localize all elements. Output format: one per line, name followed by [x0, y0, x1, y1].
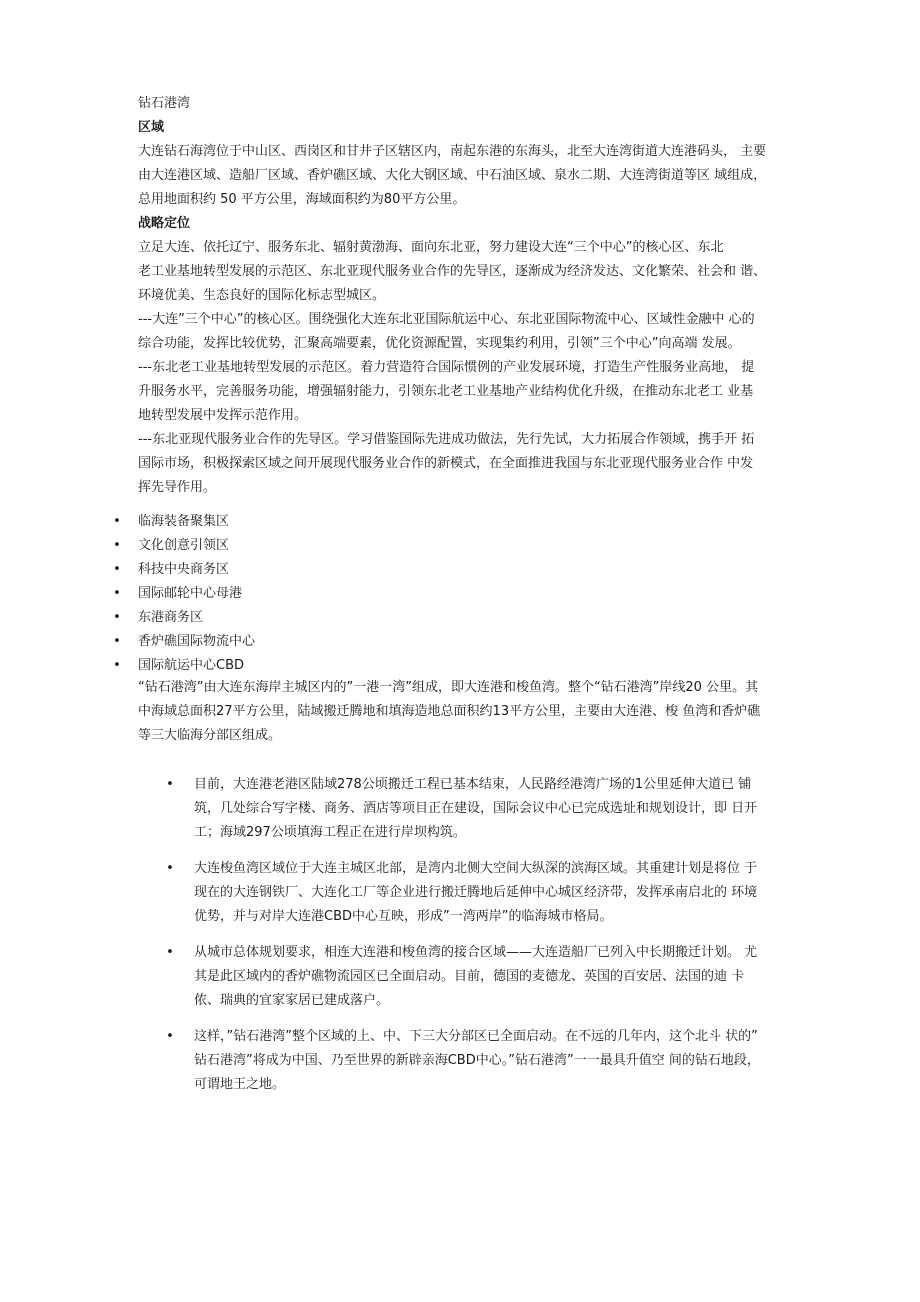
paragraph-line: 侬、瑞典的宜家家居已建成落户。: [194, 993, 390, 1008]
zone-label: 科技中央商务区: [138, 562, 230, 577]
region-heading: 区域: [138, 120, 165, 135]
paragraph-line: 由大连港区域、造船厂区域、香炉礁区域、大化大钢区域、中石油区域、泉水二期、大连湾街道等区 域组成，: [138, 168, 767, 183]
zone-list: [112, 510, 255, 678]
paragraph-line: 目前，大连港老港区陆域278公顷搬迁工程已基本结束，人民路经港湾广场的1公里延伸大道已 铺: [194, 777, 752, 792]
bullet-icon: •: [113, 562, 121, 577]
bullet-icon: •: [166, 777, 174, 792]
paragraph-line: 立足大连、依托辽宁、服务东北、辐射黄渤海、面向东北亚，努力建设大连“三个中心”的核心区、东北: [138, 240, 724, 255]
paragraph-line: 优势，并与对岸大连港CBD中心互映，形成”一湾两岸”的临海城市格局。: [194, 909, 613, 924]
zone-label: 临海装备聚集区: [138, 514, 230, 529]
detail-item: [165, 857, 805, 929]
paragraph-line: 这样，”钻石港湾”整个区域的上、中、下三大分部区已全面启动。在不远的几年内，这个北斗 状的”: [194, 1029, 758, 1044]
paragraph-line: 地转型发展中发挥示范作用。: [138, 408, 308, 423]
paragraph-line: 老工业基地转型发展的示范区、东北亚现代服务业合作的先导区，逐渐成为经济发达、文化繁荣、社会和 谐、: [138, 264, 767, 279]
bullet-icon: •: [113, 586, 121, 601]
bullet-icon: •: [166, 945, 174, 960]
paragraph-line: 可谓地王之地。: [194, 1077, 286, 1092]
bullet-icon: •: [113, 538, 121, 553]
paragraph-line: 升服务水平，完善服务功能，增强辐射能力，引领东北老工业基地产业结构优化升级，在推动东北老工 业基: [138, 384, 754, 399]
paragraph-line: ---大连”三个中心”的核心区。围绕强化大连东北亚国际航运中心、东北亚国际物流中心、区域性金融中 心的: [138, 312, 755, 327]
zone-label: 文化创意引领区: [138, 538, 230, 553]
detail-item: [165, 941, 805, 1013]
list-item: [112, 534, 255, 558]
bullet-icon: •: [113, 514, 121, 529]
paragraph-line: ---东北老工业基地转型发展的示范区。着力营造符合国际惯例的产业发展环境，打造生产性服务业高地， 提: [138, 360, 755, 375]
paragraph-line: 筑，几处综合写字楼、商务、酒店等项目正在建设，国际会议中心已完成选址和规划设计，即 日开: [194, 801, 758, 816]
paragraph-line: 现在的大连钢铁厂、大连化工厂等企业进行搬迁腾地后延伸中心城区经济带，发挥承南启北的 环境: [194, 885, 758, 900]
paragraph-line: 国际市场，积极探索区域之间开展现代服务业合作的新模式，在全面推进我国与东北亚现代服务业合作 中发: [138, 456, 754, 471]
detail-item: [165, 1025, 805, 1097]
zone-label: 东港商务区: [138, 610, 204, 625]
paragraph-line: 钻石港湾”将成为中国、乃至世界的新辟亲海CBD中心。”钻石港湾”一一最具升值空 间的钻石地段，: [194, 1053, 760, 1068]
paragraph-line: 其是此区域内的香炉礁物流园区已全面启动。目前，德国的麦德龙、英国的百安居、法国的迪 卡: [194, 969, 745, 984]
detail-item: [165, 773, 805, 845]
list-item: [112, 510, 255, 534]
strategy-heading: 战略定位: [138, 216, 191, 231]
bullet-icon: •: [113, 658, 121, 673]
paragraph-line: 大连梭鱼湾区域位于大连主城区北部，是湾内北侧大空间大纵深的滨海区域。其重建计划是将位 于: [194, 861, 758, 876]
paragraph-line: 挥先导作用。: [138, 480, 217, 495]
list-item: [112, 606, 255, 630]
paragraph-line: 中海域总面积27平方公里，陆域搬迁腾地和填海造地总面积约13平方公里，主要由大连港、梭 鱼湾和香炉礁: [138, 704, 761, 719]
list-item: [112, 630, 255, 654]
list-item: [112, 582, 255, 606]
paragraph-line: “钻石港湾”由大连东海岸主城区内的”一港一湾”组成，即大连港和梭鱼湾。整个“钻石港湾”岸线20 公里。其: [138, 680, 759, 695]
detail-list: [165, 773, 805, 1109]
bullet-icon: •: [166, 861, 174, 876]
paragraph-line: 综合功能，发挥比较优势，汇聚高端要素，优化资源配置，实现集约利用，引领”三个中心”向高端 发展。: [138, 336, 741, 351]
paragraph-line: 大连钻石海湾位于中山区、西岗区和甘井子区辖区内，南起东港的东海头，北至大连湾街道大连港码头， 主要: [138, 144, 767, 159]
bullet-icon: •: [113, 610, 121, 625]
paragraph-line: 总用地面积约 50 平方公里，海域面积约为80平方公里。: [138, 192, 466, 207]
document-title: 钻石港湾: [138, 96, 191, 111]
paragraph-line: 等三大临海分部区组成。: [138, 728, 282, 743]
paragraph-line: 环境优美、生态良好的国际化标志型城区。: [138, 288, 386, 303]
paragraph-line: 工；海域297公顷填海工程正在进行岸坝构筑。: [194, 825, 466, 840]
bullet-icon: •: [166, 1029, 174, 1044]
list-item: [112, 558, 255, 582]
paragraph-line: ---东北亚现代服务业合作的先导区。学习借鉴国际先进成功做法，先行先试，大力拓展合作领域，携手开 拓: [138, 432, 755, 447]
zone-label: 香炉礁国际物流中心: [138, 634, 256, 649]
intro-paragraph: [138, 676, 798, 748]
zone-label: 国际邮轮中心母港: [138, 586, 243, 601]
bullet-icon: •: [113, 634, 121, 649]
zone-label: 国际航运中心CBD: [138, 658, 245, 673]
region-paragraph: [138, 140, 798, 212]
list-item: [112, 654, 255, 678]
paragraph-line: 从城市总体规划要求，相连大连港和梭鱼湾的接合区域——大连造船厂已列入中长期搬迁计划。 尤: [194, 945, 758, 960]
strategy-paragraph: [138, 236, 798, 500]
